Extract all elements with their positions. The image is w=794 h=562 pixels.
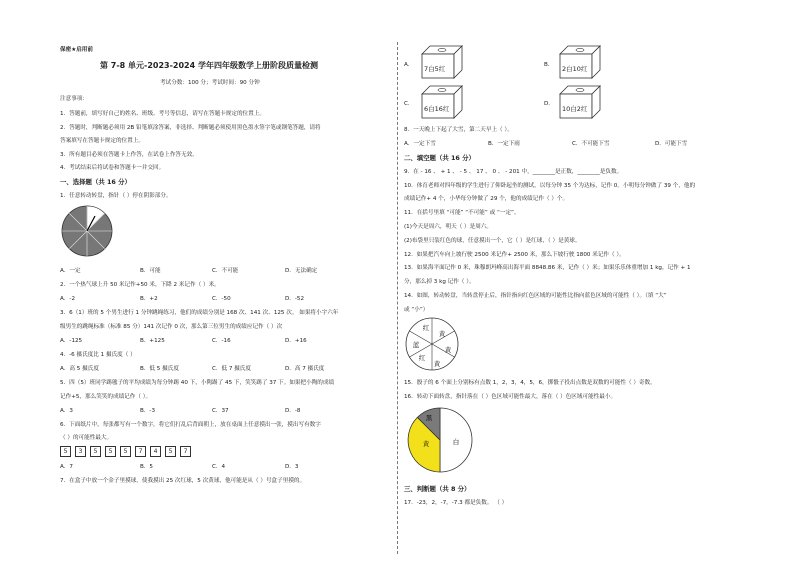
option: D．无法确定: [285, 268, 318, 274]
question-15: 15．骰子的 6 个面上分别标有点数 1，2，3，4，5，6，掷骰子投出点数是双数的可能性（ ）奇数。: [404, 380, 656, 386]
question-10-cont: 成绩记作+ 4 个，小华每分钟做了 29 个，他的成绩记作（ ）个。: [404, 196, 569, 202]
number-card: 5: [60, 446, 71, 457]
option: A．-2: [60, 296, 75, 302]
question-9: 9．在 - 16 、 + 1 、 - 5 、 17 、 0 、 - 201 中，________是正数，________是负数。: [404, 169, 623, 175]
number-card: 5: [90, 446, 101, 457]
question-11: 11．在括号里填 “可能” “不可能” 或 “一定”。: [404, 210, 520, 216]
number-card: 4: [150, 446, 161, 457]
question-5-cont: 记作+5，那么笑笑的成绩记作（ ）。: [60, 394, 152, 400]
three-color-spinner: [406, 406, 474, 474]
notes-heading: 注意事项：: [60, 96, 88, 102]
question-3-cont: 级男生的跳绳标准（标准 85 分）141 次记作 0 次，那么第三位男生的成绩应记作（ ）次: [60, 324, 283, 330]
number-card: 7: [135, 446, 146, 457]
question-6: 6．下面纸片中，每张都写有一个数字，将它们打乱后背面朝上，放在桌面上任意摸出一张，摸出写有数字: [60, 422, 321, 428]
box-letter: A.: [404, 62, 410, 68]
question-11-part2: (2)布袋里只装红色的球，任意摸出一个，它（ ）是红球，（ ）是黄球。: [404, 238, 581, 244]
ball-box: [420, 44, 464, 80]
option: B．一定下雨: [488, 141, 520, 147]
question-10: 10．体育老师对四年级的学生进行了仰卧起坐的测试，以每分钟 35 个为达标，记作 0。小明每分钟做了 39 个，他的: [404, 183, 696, 189]
page-title: 第 7-8 单元-2023-2024 学年四年级数学上册阶段质量检测: [100, 61, 318, 70]
option: D．+16: [285, 338, 307, 344]
column-divider: [397, 42, 398, 554]
question-11-part1: (1)今天是周六，明天（ ）是周六。: [404, 224, 493, 230]
option: A．一定: [60, 268, 81, 274]
option: B．-3: [140, 408, 156, 414]
option: C．不可能: [212, 268, 239, 274]
question-3: 3．6（1）班的 5 个男生进行 1 分钟跳绳练习，他们的成绩分别是 168 次、141 次、125 次。 如果将小宇六年: [60, 310, 339, 316]
question-5: 5．四（5）班同学踢毽子的平均成绩为每分钟踢 40 下，小陶踢了 45 下，笑笑踢了 37 下。如果把小陶的成绩: [60, 380, 335, 386]
sector-label: 白: [452, 438, 460, 446]
question-2: 2．一个热气球上升 50 米记作+50 米，下降 2 米记作（ ）米。: [60, 282, 220, 288]
shaded-spinner: [60, 204, 114, 258]
option: C．不可能下雪: [572, 141, 610, 147]
note-line: 答案填写在答题卡规定的位置上。: [60, 138, 144, 144]
question-17: 17．-23，2，-7，-7.3 都是负数。 （ ）: [404, 500, 508, 506]
question-12: 12．如果把汽车向上坡行驶 2500 米记作+ 2500 米，那么下坡行驶 1800 米记作（ ）。: [404, 252, 625, 258]
note-line: 2．答题时，判断题必须用 2B 铅笔填涂答案，非选择、判断题必须使用黑色墨水签字笔或钢笔答题，请将: [60, 125, 321, 131]
option: C．-16: [212, 338, 231, 344]
section-heading: 二、填空题（共 16 分）: [404, 154, 475, 162]
section-heading: 一、选择题（共 16 分）: [60, 178, 131, 186]
option: B．可能: [140, 268, 161, 274]
option: B．低 5 摄氏度: [140, 366, 179, 372]
question-16: 16．转动下面转盘，指针落在（ ）色区域可能性最大，落在（ ）色区域可能性最小。: [404, 394, 617, 400]
note-line: 1．答题前，填写好自己的姓名、班级、考号等信息，请写在答题卡规定的位置上。: [60, 111, 265, 117]
option: A．7: [60, 464, 73, 470]
option: C．-50: [212, 296, 231, 302]
option: B．+125: [140, 338, 165, 344]
option: B．+2: [140, 296, 158, 302]
box-label: 10白2红: [562, 105, 588, 113]
sector-label: 黄: [422, 440, 430, 448]
ball-box: [420, 84, 464, 120]
note-line: 3．所有题目必须在答题卡上作答，在试卷上作答无效。: [60, 152, 198, 158]
sector-label: 黄: [433, 360, 441, 368]
option: D．-52: [285, 296, 305, 302]
ball-box: [558, 84, 602, 120]
question-14-cont: 或 “小”）: [404, 307, 429, 313]
sector-label: 蓝: [412, 341, 420, 349]
question-13-cont: 分，那么掉 3 kg 记作（ ）。: [404, 279, 475, 285]
number-card: 7: [180, 446, 191, 457]
option: D．-8: [285, 408, 301, 414]
question-6-cont: （ ）的可能性最大。: [60, 435, 113, 441]
sector-label: 黑: [425, 414, 433, 422]
number-card: 5: [105, 446, 116, 457]
box-letter: D.: [544, 101, 551, 107]
question-4: 4．-6 摄氏度比 1 摄氏度（ ）: [60, 352, 136, 358]
option: D．3: [285, 464, 299, 470]
option: D．可能下雪: [655, 141, 688, 147]
section-heading: 三、判断题（共 8 分）: [404, 485, 471, 493]
option: A．一定下雪: [404, 141, 436, 147]
question-8: 8．一天晚上下起了大雪，第二天早上（ ）。: [404, 127, 513, 133]
ball-box: [558, 44, 602, 80]
question-13: 13．如果海平面记作 0 米，珠穆朗玛峰高出海平面 8848.86 米，记作（ ）米；如果乐乐体重增加 1 kg，记作 + 1: [404, 265, 691, 271]
exam-meta: 考试分数：100 分；考试时间：90 分钟: [160, 80, 260, 86]
option: C．37: [212, 408, 229, 414]
number-card: 5: [165, 446, 176, 457]
sector-label: 红: [418, 354, 426, 362]
question-1: 1．任意转动转盘，指针（ ）停在阴影部分。: [60, 193, 172, 199]
option: C．低 7 摄氏度: [212, 366, 251, 372]
box-label: 6白16红: [424, 105, 450, 113]
number-card: 3: [75, 446, 86, 457]
sector-label: 红: [422, 324, 430, 332]
number-card: 5: [120, 446, 131, 457]
option: A．高 5 摄氏度: [60, 366, 99, 372]
option: A．3: [60, 408, 73, 414]
question-7: 7．在盒子中放一个金子里摸球，使我摸出 25 次红球，5 次黄球，他可能是从（ ）号盒子里摸的。: [60, 478, 306, 484]
box-label: 7白5红: [424, 65, 446, 73]
option: C．4: [212, 464, 226, 470]
sector-label: 黄: [444, 346, 452, 354]
note-line: 4．考试结束后将试卷和答题卡一并交回。: [60, 165, 165, 171]
color-spinner: [404, 316, 460, 372]
secret-label: 保密★启用前: [60, 47, 93, 53]
option: A．-125: [60, 338, 83, 344]
sector-label: 黄: [438, 330, 446, 338]
box-letter: B.: [544, 62, 550, 68]
option: B．5: [140, 464, 153, 470]
box-letter: C.: [404, 101, 410, 107]
option: D．高 7 摄氏度: [285, 366, 325, 372]
box-label: 2白10红: [562, 65, 588, 73]
question-14: 14．如图，转动转盘，当转盘停止后，指针指向红色区域的可能性比指向蓝色区域的可能性（ ）。（填 “大”: [404, 293, 667, 299]
